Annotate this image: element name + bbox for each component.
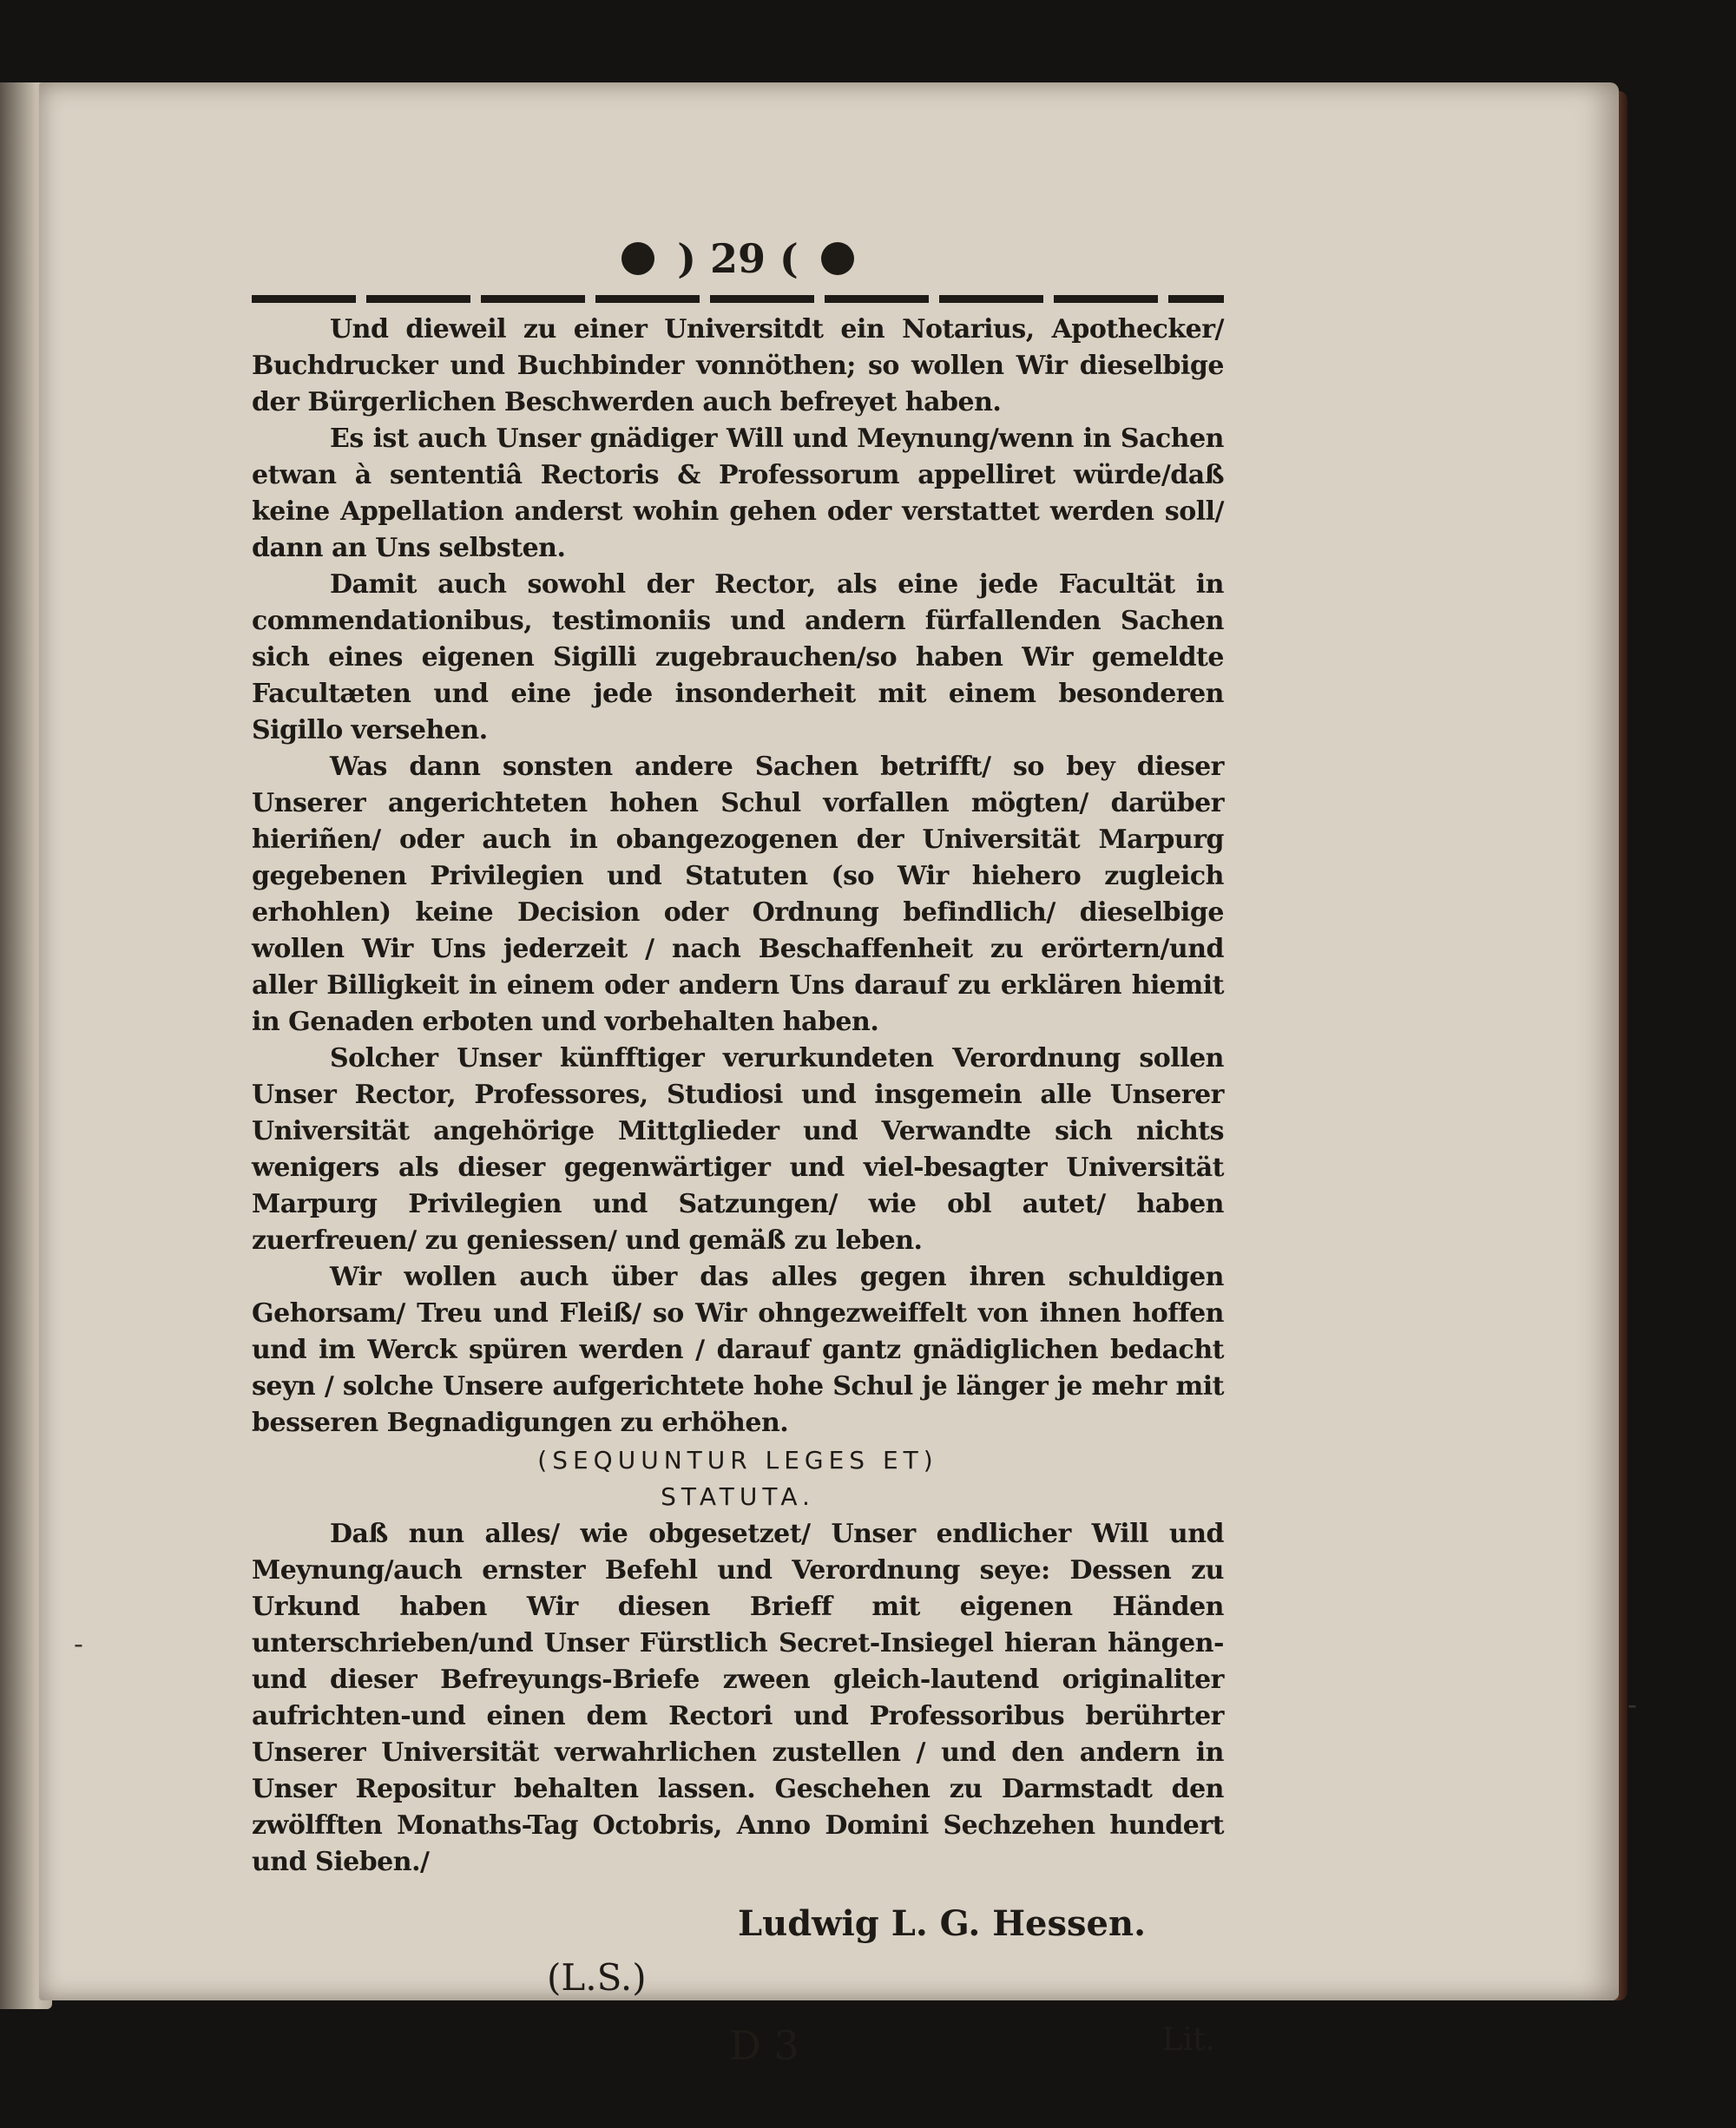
paragraph: Solcher Unser künfftiger verurkundeten Verordnung sollen Unser Rector, Professores, Studiosi und insgemein alle Unserer Universität angehörige Mittglieder und Verwandte sich nichts wenigers als dieser gegenwärtiger und viel-besagter Universität Marpurg Privilegien und Satzungen/ wie obl autet/ haben zuerfreuen/ zu geniessen/ und gemäß zu leben. [252,1043,1224,1256]
paragraph: Was dann sonsten andere Sachen betrifft/ so bey dieser Unserer angerichteten hohen Schul vorfallen mögten/ darüber hieriñen/ oder auch in obangezogenen der Universität Marpurg gegebenen Privilegien und Statuten (so Wir hiehero zugleich erhohlen) keine Decision oder Ordnung befindlich/ dieselbige wollen Wir Uns jederzeit / nach Beschaffenheit zu erörtern/und aller Billigkeit in einem oder andern Uns darauf zu erklären hiemit in Genaden erboten und vorbehalten haben. [252,752,1224,1037]
seal-mark: (L.S.) [547,1956,647,1999]
paragraph: Wir wollen auch über das alles gegen ihren schuldigen Gehorsam/ Treu und Fleiß/ so Wir ohngezweiffelt von ihnen hoffen und im Werck spüren werden / darauf gantz gnädiglichen bedacht seyn / solche Unsere aufgerichtete hohe Schul je länger je mehr mit besseren Begnadigungen zu erhöhen. [252,1262,1224,1438]
section-heading-statuta: STATUTA. [661,1482,815,1511]
ornament-icon [621,242,654,275]
margin-mark: - [1628,1688,1637,1721]
section-heading: (SEQUUNTUR LEGES ET) [537,1446,938,1474]
closing-paragraph: Daß nun alles/ wie obgesetzet/ Unser endlicher Will und Meynung/auch ernster Befehl und Verordnung seye: Dessen zu Urkund haben Wir diesen Brieff mit eigenen Händen unterschrieben/und Unser Fürstlich Secret-Insiegel hieran hängen-und dieser Befreyungs-Briefe zween gleich-lautend originaliter aufrichten-und einen dem Rectori und Professoribus berührter Unserer Universität verwahrlichen zustellen / und den andern in Unser Repositur behalten lassen. Geschehen zu Darmstadt den zwölfften Monaths-Tag Octobris, Anno Domini Sechzehen hundert und Sieben./ [252,1519,1224,1877]
page-header [252,234,1224,283]
ornament-icon [821,242,854,275]
signature-mark: D 3 [729,2022,799,2069]
signature: Ludwig L. G. Hessen. [738,1903,1146,1944]
header-rule [252,295,1224,303]
paragraph: Es ist auch Unser gnädiger Will und Meynung/wenn in Sachen etwan à sententiâ Rectoris & Professorum appelliret würde/daß keine Appellation anderst wohin gehen oder verstattet werden soll/ dann an Uns selbsten. [252,424,1224,563]
catchword: Lit. [1161,2022,1215,2058]
page-footer [252,1956,1224,2069]
paragraph: Damit auch sowohl der Rector, als eine jede Facultät in commendationibus, testimoniis und andern fürfallenden Sachen sich eines eigenen Sigilli zugebrauchen/so haben Wir gemeldte Facultæten und eine jede insonderheit mit einem besonderen Sigillo versehen. [252,569,1224,745]
page-text [252,234,1224,2069]
paragraph: Und dieweil zu einer Universitdt ein Notarius, Apothecker/ Buchdrucker und Buchbinder vonnöthen; so wollen Wir dieselbige der Bürgerlichen Beschwerden auch befreyet haben. [252,314,1224,417]
page-number: ) 29 ( [677,235,799,282]
margin-mark: - [74,1627,83,1660]
